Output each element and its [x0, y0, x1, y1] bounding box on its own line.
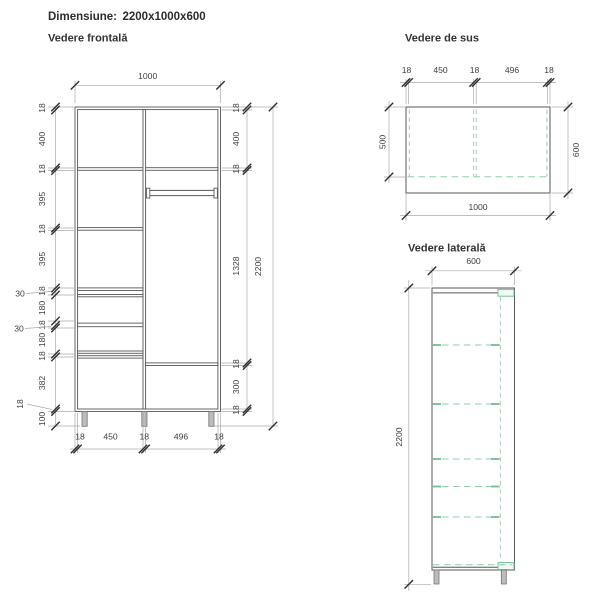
dimension-heading-label: Dimensiune:	[48, 11, 118, 23]
dim-label: 18	[544, 65, 554, 75]
dim-label: 18	[37, 103, 47, 113]
front-dim-overall	[214, 103, 278, 430]
front-dim-bottom	[70, 413, 226, 453]
dim-label: 18	[231, 164, 241, 174]
top-dim-left	[378, 101, 407, 183]
top-cabinet-drawing	[406, 107, 550, 193]
dim-label: 500	[377, 134, 388, 150]
front-dim-right	[222, 103, 279, 416]
dim-label: 1000	[138, 71, 158, 81]
dim-label: 450	[433, 65, 448, 75]
dim-label: 18	[401, 65, 412, 75]
front-dim-top	[71, 71, 225, 103]
dim-label: 100	[37, 411, 47, 427]
dim-label: 18	[231, 359, 241, 369]
side-leg	[434, 570, 439, 584]
dim-label: 2200	[253, 256, 263, 277]
dim-leader-label: 30	[15, 288, 25, 299]
dim-label: 496	[173, 431, 189, 442]
side-view	[394, 243, 522, 592]
top-dim-top	[400, 65, 556, 104]
top-view	[378, 33, 582, 222]
side-view-title: Vedere laterală	[408, 242, 486, 255]
dim-label: 400	[231, 131, 241, 147]
dim-label: 18	[37, 320, 47, 330]
front-view-title: Vedere frontală	[48, 32, 128, 45]
front-leg	[82, 412, 87, 427]
dim-label: 300	[231, 379, 241, 395]
dim-label: 18	[139, 431, 150, 442]
dim-label: 2200	[394, 427, 404, 447]
dim-leader-label: 18	[15, 399, 25, 409]
dim-label: 18	[37, 224, 47, 234]
front-view	[14, 33, 278, 454]
front-dim-left	[14, 103, 80, 430]
bottom-front-panel	[498, 563, 514, 570]
top-dim-right	[552, 101, 582, 199]
dim-label: 395	[37, 191, 47, 207]
dim-label: 18	[37, 164, 47, 174]
dim-label: 450	[103, 431, 118, 442]
header	[48, 11, 206, 23]
side-dim-left	[394, 280, 431, 591]
dim-label: 395	[37, 251, 47, 267]
dim-label: 18	[75, 431, 85, 442]
dim-label: 18	[231, 103, 241, 113]
dim-label: 18	[214, 431, 224, 442]
dim-label: 18	[37, 286, 47, 296]
side-cabinet-drawing	[432, 288, 515, 584]
dim-label: 400	[37, 131, 47, 147]
front-leg	[142, 412, 147, 427]
dim-label: 382	[37, 375, 47, 391]
top-view-title: Vedere de sus	[405, 32, 479, 45]
dim-label: 600	[571, 142, 581, 158]
front-leg	[209, 412, 214, 427]
dim-label: 18	[231, 405, 241, 415]
dim-label: 18	[37, 351, 47, 361]
dim-label: 180	[37, 300, 47, 316]
dim-label: 180	[37, 332, 47, 348]
dim-label: 18	[469, 65, 480, 75]
side-leg	[501, 570, 506, 584]
side-dim-top	[425, 256, 522, 285]
dim-label: 1000	[468, 202, 488, 212]
dim-label: 600	[466, 256, 481, 266]
top-front-panel	[498, 289, 514, 296]
top-dim-bottom	[400, 194, 556, 221]
dim-label: 1328	[231, 256, 241, 276]
dimension-heading-value: 2200x1000x600	[122, 11, 206, 23]
front-cabinet-drawing	[75, 107, 221, 426]
dim-label: 496	[504, 65, 520, 75]
dim-leader-label: 30	[14, 323, 24, 334]
